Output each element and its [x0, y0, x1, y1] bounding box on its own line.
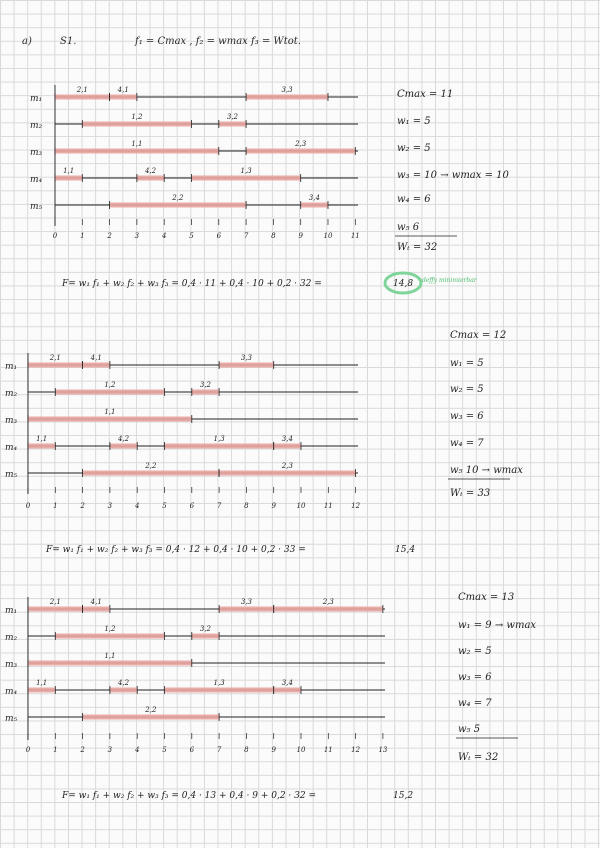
- operation-bar: [110, 688, 137, 693]
- axis-tick-label: 10: [296, 502, 306, 510]
- operation-label: 1,1: [104, 408, 116, 416]
- operation-bar: [83, 715, 220, 720]
- axis-tick-label: 0: [52, 232, 58, 240]
- operation-bar: [55, 149, 219, 154]
- axis-tick-label: 0: [25, 502, 31, 510]
- operation-label: 4,1: [117, 86, 129, 94]
- axis-tick-label: 12: [351, 746, 361, 754]
- operation-label: 1,2: [104, 625, 116, 633]
- operation-bar: [110, 203, 247, 208]
- axis-tick-label: 3: [107, 746, 113, 754]
- side-calc-line: Cmax = 12: [450, 330, 507, 341]
- operation-bar: [219, 363, 274, 368]
- machine-label: m₄: [30, 175, 43, 185]
- machine-label: m₄: [5, 443, 18, 453]
- axis-tick-label: 10: [323, 232, 333, 240]
- operation-bar: [83, 471, 220, 476]
- axis-tick-label: 3: [107, 502, 113, 510]
- section-label: S1.: [60, 36, 77, 47]
- axis-tick-label: 8: [244, 502, 249, 510]
- side-calc-line: w₅ 5: [458, 724, 481, 735]
- machine-label: m₂: [5, 633, 18, 643]
- operation-bar: [219, 607, 274, 612]
- operation-bar: [110, 95, 137, 100]
- side-calc-line: w₅ 6: [397, 222, 420, 233]
- operation-label: 2,1: [49, 354, 61, 362]
- operation-label: 2,2: [145, 462, 157, 470]
- operation-bar: [82, 122, 191, 127]
- axis-tick-label: 5: [189, 232, 194, 240]
- side-calc-line: Wₜ = 33: [450, 488, 491, 499]
- axis-tick-label: 2: [80, 502, 85, 510]
- axis-tick-label: 2: [107, 232, 112, 240]
- machine-label: m₃: [30, 148, 43, 158]
- side-calc-line: w₂ = 5: [397, 143, 431, 154]
- side-calc-line: w₂ = 5: [458, 646, 492, 657]
- operation-bar: [55, 390, 164, 395]
- operation-bar: [83, 607, 110, 612]
- operation-label: 2,3: [322, 598, 334, 606]
- operation-label: 1,2: [104, 381, 116, 389]
- operation-label: 3,2: [199, 625, 212, 633]
- operation-label: 2,1: [49, 598, 61, 606]
- axis-tick-label: 0: [25, 746, 31, 754]
- axis-tick-label: 9: [271, 746, 276, 754]
- side-calc-line: w₁ = 5: [450, 358, 484, 369]
- axis-tick-label: 1: [53, 502, 58, 510]
- operation-bar: [110, 444, 137, 449]
- operation-bar: [219, 471, 356, 476]
- operation-label: 3,2: [226, 113, 239, 121]
- side-calc-line: w₁ = 5: [397, 116, 431, 127]
- operation-label: 4,2: [117, 435, 130, 443]
- operation-label: 3,3: [240, 354, 252, 362]
- side-calc-line: w₃ = 6: [458, 672, 492, 683]
- axis-tick-label: 4: [161, 232, 167, 240]
- operation-bar: [274, 444, 301, 449]
- axis-tick-label: 11: [350, 232, 360, 240]
- objective-formula: F= w₁ f₁ + w₂ f₂ + w₃ f₃ = 0,4 · 11 + 0,4 · 10 + 0,2 · 32 =: [62, 279, 322, 289]
- operation-label: 1,3: [240, 167, 252, 175]
- machine-label: m₄: [5, 687, 18, 697]
- axis-tick-label: 11: [323, 502, 333, 510]
- axis-tick-label: 8: [271, 232, 276, 240]
- operation-label: 3,3: [281, 86, 293, 94]
- operation-label: 4,2: [144, 167, 157, 175]
- side-calc-line: Cmax = 13: [458, 592, 515, 603]
- operation-bar: [28, 607, 83, 612]
- axis-tick-label: 11: [323, 746, 333, 754]
- operation-label: 1,3: [213, 435, 225, 443]
- part-label: a): [22, 36, 32, 47]
- machine-label: m₅: [5, 714, 18, 724]
- operation-label: 1,2: [131, 113, 143, 121]
- operation-bar: [246, 149, 355, 154]
- side-calc-line: Cmax = 11: [397, 89, 454, 100]
- objective-result: 14,8: [393, 279, 414, 289]
- machine-label: m₁: [5, 606, 18, 616]
- axis-tick-label: 9: [298, 232, 303, 240]
- machine-label: m₁: [30, 94, 43, 104]
- axis-tick-label: 5: [162, 746, 167, 754]
- axis-tick-label: 5: [162, 502, 167, 510]
- objective-result: 15,4: [395, 545, 416, 555]
- operation-bar: [274, 607, 383, 612]
- axis-tick-label: 10: [296, 746, 306, 754]
- operation-label: 1,1: [104, 652, 116, 660]
- operation-label: 2,3: [281, 462, 293, 470]
- operation-bar: [55, 176, 82, 181]
- operation-bar: [83, 363, 110, 368]
- operation-bar: [301, 203, 328, 208]
- operation-bar: [28, 363, 83, 368]
- axis-tick-label: 1: [80, 232, 85, 240]
- axis-tick-label: 4: [134, 502, 140, 510]
- side-calc-line: Wₜ = 32: [458, 752, 499, 763]
- operation-bar: [192, 634, 219, 639]
- machine-label: m₃: [5, 416, 18, 426]
- operation-label: 4,2: [117, 679, 130, 687]
- operation-label: 3,4: [281, 435, 293, 443]
- operation-bar: [274, 688, 301, 693]
- operation-label: 2,1: [76, 86, 88, 94]
- operation-label: 2,3: [295, 140, 307, 148]
- operation-label: 4,1: [90, 598, 102, 606]
- machine-label: m₅: [30, 202, 43, 212]
- axis-tick-label: 6: [216, 232, 222, 240]
- axis-tick-label: 2: [80, 746, 85, 754]
- side-calc-line: w₁ = 9 → wmax: [458, 620, 537, 631]
- operation-bar: [137, 176, 164, 181]
- operation-bar: [28, 688, 55, 693]
- operation-label: 4,1: [90, 354, 102, 362]
- axis-tick-label: 7: [216, 746, 222, 754]
- axis-tick-label: 9: [271, 502, 276, 510]
- objectives-line: f₁ = Cmax , f₂ = wmax f₃ = Wtot.: [135, 36, 301, 47]
- side-calc-line: w₄ = 6: [397, 194, 431, 205]
- side-calc-line: w₂ = 5: [450, 384, 484, 395]
- machine-label: m₁: [5, 362, 18, 372]
- machine-label: m₂: [30, 121, 43, 131]
- operation-bar: [55, 95, 110, 100]
- operation-label: 1,3: [213, 679, 225, 687]
- side-calc-line: Wₜ = 32: [397, 242, 438, 253]
- operation-label: 3,2: [199, 381, 212, 389]
- axis-tick-label: 3: [134, 232, 140, 240]
- axis-tick-label: 7: [216, 502, 222, 510]
- operation-bar: [28, 417, 192, 422]
- operation-label: 1,1: [36, 435, 48, 443]
- operation-bar: [219, 122, 246, 127]
- axis-tick-label: 12: [351, 502, 361, 510]
- side-calc-line: w₄ = 7: [458, 698, 492, 709]
- side-calc-line: w₃ = 6: [450, 411, 484, 422]
- operation-label: 2,2: [172, 194, 184, 202]
- operation-bar: [165, 688, 274, 693]
- objective-formula: F= w₁ f₁ + w₂ f₂ + w₃ f₃ = 0,4 · 12 + 0,4 · 10 + 0,2 · 33 =: [46, 545, 306, 555]
- operation-label: 3,4: [281, 679, 293, 687]
- axis-tick-label: 7: [243, 232, 249, 240]
- operation-bar: [192, 176, 301, 181]
- machine-label: m₂: [5, 389, 18, 399]
- side-calc-line: w₃ = 10 → wmax = 10: [397, 170, 509, 181]
- operation-label: 3,3: [240, 598, 252, 606]
- operation-bar: [28, 444, 55, 449]
- objective-formula: F= w₁ f₁ + w₂ f₂ + w₃ f₃ = 0,4 · 13 + 0,4 · 9 + 0,2 · 32 =: [62, 791, 317, 801]
- operation-bar: [165, 444, 274, 449]
- machine-label: m₅: [5, 470, 18, 480]
- operation-label: 1,1: [36, 679, 48, 687]
- objective-result: 15,2: [393, 791, 414, 801]
- operation-label: 1,1: [63, 167, 75, 175]
- best-result-note: deffy minimierbar: [422, 277, 477, 284]
- operation-bar: [246, 95, 328, 100]
- operation-label: 1,1: [131, 140, 143, 148]
- axis-tick-label: 13: [378, 746, 388, 754]
- operation-bar: [55, 634, 164, 639]
- axis-tick-label: 1: [53, 746, 58, 754]
- axis-tick-label: 6: [189, 502, 195, 510]
- axis-tick-label: 8: [244, 746, 249, 754]
- operation-label: 2,2: [145, 706, 157, 714]
- operation-label: 3,4: [308, 194, 320, 202]
- axis-tick-label: 4: [134, 746, 140, 754]
- operation-bar: [28, 661, 192, 666]
- operation-bar: [192, 390, 219, 395]
- side-calc-line: w₅ 10 → wmax: [450, 465, 523, 476]
- side-calc-line: w₄ = 7: [450, 438, 484, 449]
- axis-tick-label: 6: [189, 746, 195, 754]
- machine-label: m₃: [5, 660, 18, 670]
